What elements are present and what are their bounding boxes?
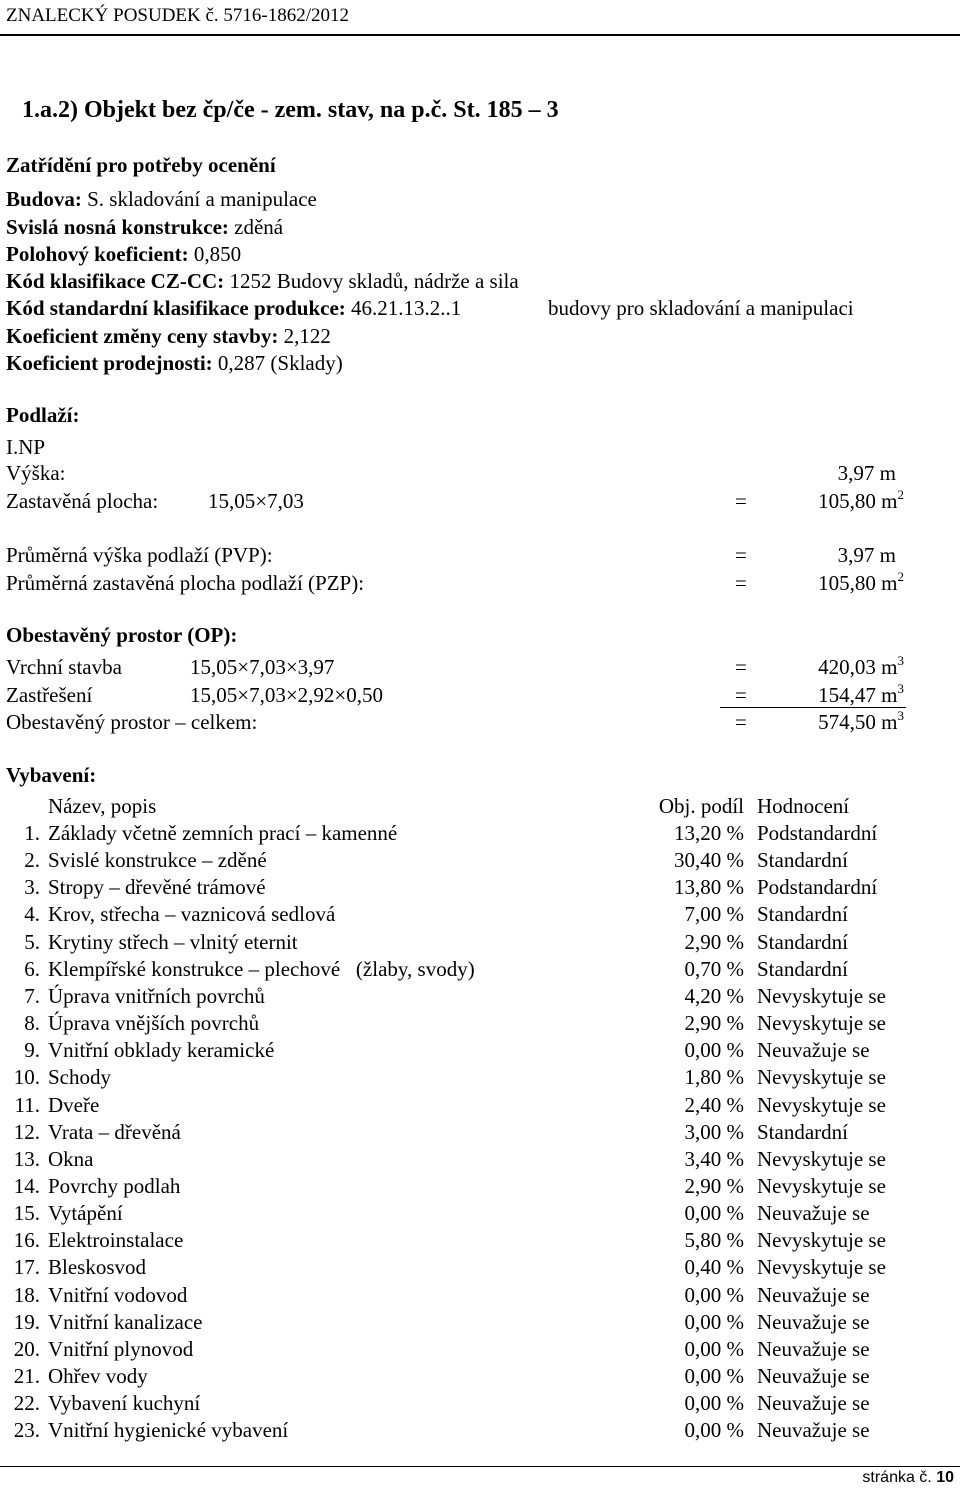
classification-title: Zatřídění pro potřeby ocenění — [6, 153, 276, 177]
equipment-row-name: Vnitřní hygienické vybavení — [48, 1418, 289, 1442]
equipment-row-name: Okna — [48, 1147, 94, 1171]
production-code-row — [6, 298, 461, 319]
equipment-row-number: 15. — [13, 1201, 40, 1225]
equipment-row-share: 7,00 % — [684, 902, 744, 926]
equipment-row-number: 22. — [13, 1391, 40, 1415]
equipment-row-number: 10. — [13, 1065, 40, 1089]
equipment-row-rating: Nevyskytuje se — [757, 1228, 886, 1252]
price-change-coef-label: Koeficient změny ceny stavby: — [6, 324, 279, 348]
equipment-row-rating: Neuvažuje se — [757, 1038, 870, 1062]
equipment-row-share: 2,90 % — [684, 930, 744, 954]
volume-total-rule — [720, 707, 906, 708]
equipment-row-name: Vytápění — [48, 1201, 123, 1225]
equipment-row-share: 0,70 % — [684, 957, 744, 981]
equipment-row-rating: Standardní — [757, 957, 848, 981]
equipment-row-rating: Podstandardní — [757, 821, 878, 845]
equipment-row-number: 12. — [13, 1120, 40, 1144]
equipment-row-name: Dveře — [48, 1093, 100, 1117]
equipment-row-number: 9. — [24, 1038, 40, 1062]
equipment-row-rating: Neuvažuje se — [757, 1283, 870, 1307]
document-header: ZNALECKÝ POSUDEK č. 5716-1862/2012 — [6, 5, 350, 26]
equipment-row-share: 13,80 % — [674, 875, 744, 899]
equipment-row-name: Krov, střecha – vaznicová sedlová — [48, 902, 336, 926]
equipment-row-rating: Neuvažuje se — [757, 1364, 870, 1388]
equipment-row-rating: Standardní — [757, 930, 848, 954]
equipment-row-name: Vnitřní plynovod — [48, 1337, 194, 1361]
equipment-row-share: 13,20 % — [674, 821, 744, 845]
equipment-row-rating: Neuvažuje se — [757, 1310, 870, 1334]
avg-height-eq: = — [735, 543, 747, 567]
equipment-header-rating: Hodnocení — [757, 794, 850, 818]
built-area-formula: 15,05×7,03 — [208, 489, 304, 513]
equipment-row-name: Vnitřní obklady keramické — [48, 1038, 275, 1062]
equipment-row-name: Svislé konstrukce – zděné — [48, 848, 267, 872]
building-value: S. skladování a manipulace — [87, 187, 317, 211]
height-label: Výška: — [6, 461, 66, 485]
equipment-row-rating: Nevyskytuje se — [757, 984, 886, 1008]
equipment-row-rating: Neuvažuje se — [757, 1418, 870, 1442]
equipment-row-name: Úprava vnějších povrchů — [48, 1011, 260, 1035]
equipment-title: Vybavení: — [6, 763, 97, 787]
equipment-row-name: Vybavení kuchyní — [48, 1391, 201, 1415]
equipment-row-number: 17. — [13, 1255, 40, 1279]
footer-page — [862, 1470, 954, 1486]
saleability-coef-row — [6, 353, 343, 374]
equipment-row-name: Vnitřní vodovod — [48, 1283, 188, 1307]
equipment-row-rating: Neuvažuje se — [757, 1201, 870, 1225]
equipment-row-number: 4. — [24, 902, 40, 926]
volume-row-formula: 15,05×7,03×2,92×0,50 — [190, 683, 384, 707]
equipment-row-name: Stropy – dřevěné trámové — [48, 875, 266, 899]
price-change-coef-row — [6, 326, 331, 347]
equipment-row-rating: Nevyskytuje se — [757, 1255, 886, 1279]
cz-cc-value: 1252 Budovy skladů, nádrže a sila — [229, 269, 519, 293]
equipment-row-name: Krytiny střech – vlnitý eternit — [48, 930, 298, 954]
equipment-row-share: 30,40 % — [674, 848, 744, 872]
volume-total-number: 574,50 m — [818, 710, 898, 734]
equipment-row-share: 2,90 % — [684, 1011, 744, 1035]
building-label: Budova: — [6, 187, 82, 211]
volume-title: Obestavěný prostor (OP): — [6, 623, 238, 647]
volume-row-eq: = — [735, 683, 747, 707]
equipment-row-rating: Neuvažuje se — [757, 1391, 870, 1415]
price-change-coef-value: 2,122 — [283, 324, 331, 348]
saleability-coef-value: 0,287 (Sklady) — [217, 351, 343, 375]
built-area-eq: = — [735, 489, 747, 513]
equipment-row-name: Elektroinstalace — [48, 1228, 184, 1252]
equipment-row-name: Povrchy podlah — [48, 1174, 181, 1198]
height-value: 3,97 m — [837, 461, 896, 485]
equipment-row-name: Úprava vnitřních povrchů — [48, 984, 265, 1008]
equipment-row-number: 7. — [24, 984, 40, 1008]
equipment-row-share: 2,90 % — [684, 1174, 744, 1198]
equipment-row-number: 1. — [24, 821, 40, 845]
volume-total-eq: = — [735, 710, 747, 734]
equipment-row-share: 0,00 % — [684, 1283, 744, 1307]
structure-label: Svislá nosná konstrukce: — [6, 215, 229, 239]
production-code-value: 46.21.13.2..1 — [351, 296, 462, 320]
avg-area-value — [818, 569, 904, 595]
equipment-row-number: 19. — [13, 1310, 40, 1334]
equipment-row-share: 1,80 % — [684, 1065, 744, 1089]
built-area-number: 105,80 m — [818, 489, 898, 513]
equipment-row-name: Základy včetně zemních prací – kamenné — [48, 821, 398, 845]
equipment-row-share: 0,00 % — [684, 1337, 744, 1361]
equipment-row-share: 3,00 % — [684, 1120, 744, 1144]
section-heading: 1.a.2) Objekt bez čp/če - zem. stav, na p.č. St. 185 – 3 — [22, 97, 559, 123]
equipment-row-share: 4,20 % — [684, 984, 744, 1008]
cz-cc-label: Kód klasifikace CZ-CC: — [6, 269, 225, 293]
volume-row-number: 154,47 m — [818, 683, 898, 707]
volume-total-label: Obestavěný prostor – celkem: — [6, 710, 258, 734]
equipment-row-share: 0,00 % — [684, 1391, 744, 1415]
avg-height-label: Průměrná výška podlaží (PVP): — [6, 543, 273, 567]
equipment-row-rating: Nevyskytuje se — [757, 1174, 886, 1198]
equipment-row-number: 11. — [14, 1093, 40, 1117]
page-number: 10 — [936, 1469, 954, 1486]
equipment-row-number: 3. — [24, 875, 40, 899]
volume-row-label: Vrchní stavba — [6, 655, 122, 679]
equipment-row-name: Klempířské konstrukce – plechové (žlaby, svody) — [48, 957, 475, 981]
equipment-row-rating: Standardní — [757, 1120, 848, 1144]
equipment-row-number: 21. — [13, 1364, 40, 1388]
equipment-row-rating: Nevyskytuje se — [757, 1011, 886, 1035]
equipment-row-number: 5. — [24, 930, 40, 954]
equipment-row-share: 0,00 % — [684, 1201, 744, 1225]
saleability-coef-label: Koeficient prodejnosti: — [6, 351, 213, 375]
footer-rule — [0, 1466, 960, 1467]
structure-value: zděná — [234, 215, 284, 239]
built-area-label: Zastavěná plocha: — [6, 489, 159, 513]
equipment-row-number: 13. — [13, 1147, 40, 1171]
volume-row-label: Zastřešení — [6, 683, 93, 707]
equipment-row-rating: Standardní — [757, 848, 848, 872]
production-code-description: budovy pro skladování a manipulaci — [548, 296, 854, 320]
floors-title: Podlaží: — [6, 403, 80, 427]
page-label: stránka č. — [862, 1469, 932, 1486]
avg-height-value: 3,97 m — [837, 543, 896, 567]
equipment-row-number: 18. — [13, 1283, 40, 1307]
volume-total-value — [818, 708, 904, 734]
volume-row-number: 420,03 m — [818, 655, 898, 679]
volume-total-sup: 3 — [897, 708, 904, 723]
equipment-row-share: 0,00 % — [684, 1364, 744, 1388]
equipment-row-rating: Neuvažuje se — [757, 1337, 870, 1361]
equipment-row-name: Vnitřní kanalizace — [48, 1310, 203, 1334]
equipment-row-rating: Standardní — [757, 902, 848, 926]
equipment-row-share: 0,00 % — [684, 1310, 744, 1334]
equipment-row-name: Schody — [48, 1065, 111, 1089]
volume-row-value — [818, 681, 904, 707]
equipment-row-number: 14. — [13, 1174, 40, 1198]
equipment-header-name: Název, popis — [48, 794, 157, 818]
building-row — [6, 189, 317, 210]
equipment-row-number: 8. — [24, 1011, 40, 1035]
equipment-row-share: 0,40 % — [684, 1255, 744, 1279]
production-code-label: Kód standardní klasifikace produkce: — [6, 296, 346, 320]
equipment-row-name: Bleskosvod — [48, 1255, 147, 1279]
equipment-row-share: 3,40 % — [684, 1147, 744, 1171]
equipment-row-number: 23. — [13, 1418, 40, 1442]
volume-row-sup: 3 — [897, 681, 904, 696]
structure-row — [6, 217, 283, 238]
equipment-row-rating: Nevyskytuje se — [757, 1065, 886, 1089]
volume-row-value — [818, 653, 904, 679]
avg-area-number: 105,80 m — [818, 571, 898, 595]
volume-row-sup: 3 — [897, 653, 904, 668]
equipment-row-number: 16. — [13, 1228, 40, 1252]
equipment-row-share: 5,80 % — [684, 1228, 744, 1252]
avg-area-eq: = — [735, 571, 747, 595]
position-coef-value: 0,850 — [193, 242, 242, 266]
position-coef-label: Polohový koeficient: — [6, 242, 189, 266]
equipment-row-rating: Nevyskytuje se — [757, 1093, 886, 1117]
equipment-row-number: 20. — [13, 1337, 40, 1361]
equipment-row-share: 0,00 % — [684, 1418, 744, 1442]
equipment-row-name: Vrata – dřevěná — [48, 1120, 181, 1144]
equipment-header-share: Obj. podíl — [658, 794, 744, 818]
equipment-row-number: 6. — [24, 957, 40, 981]
equipment-row-name: Ohřev vody — [48, 1364, 148, 1388]
avg-area-label: Průměrná zastavěná plocha podlaží (PZP): — [6, 571, 365, 595]
built-area-value — [818, 487, 904, 513]
position-coef-row — [6, 244, 241, 265]
equipment-row-rating: Nevyskytuje se — [757, 1147, 886, 1171]
equipment-row-number: 2. — [24, 848, 40, 872]
avg-area-sup: 2 — [897, 569, 904, 584]
equipment-row-rating: Podstandardní — [757, 875, 878, 899]
cz-cc-row — [6, 271, 519, 292]
volume-row-formula: 15,05×7,03×3,97 — [190, 655, 335, 679]
built-area-sup: 2 — [897, 487, 904, 502]
volume-row-eq: = — [735, 655, 747, 679]
equipment-row-share: 2,40 % — [684, 1093, 744, 1117]
equipment-row-share: 0,00 % — [684, 1038, 744, 1062]
header-rule — [0, 34, 960, 36]
floor-name: I.NP — [6, 435, 46, 459]
